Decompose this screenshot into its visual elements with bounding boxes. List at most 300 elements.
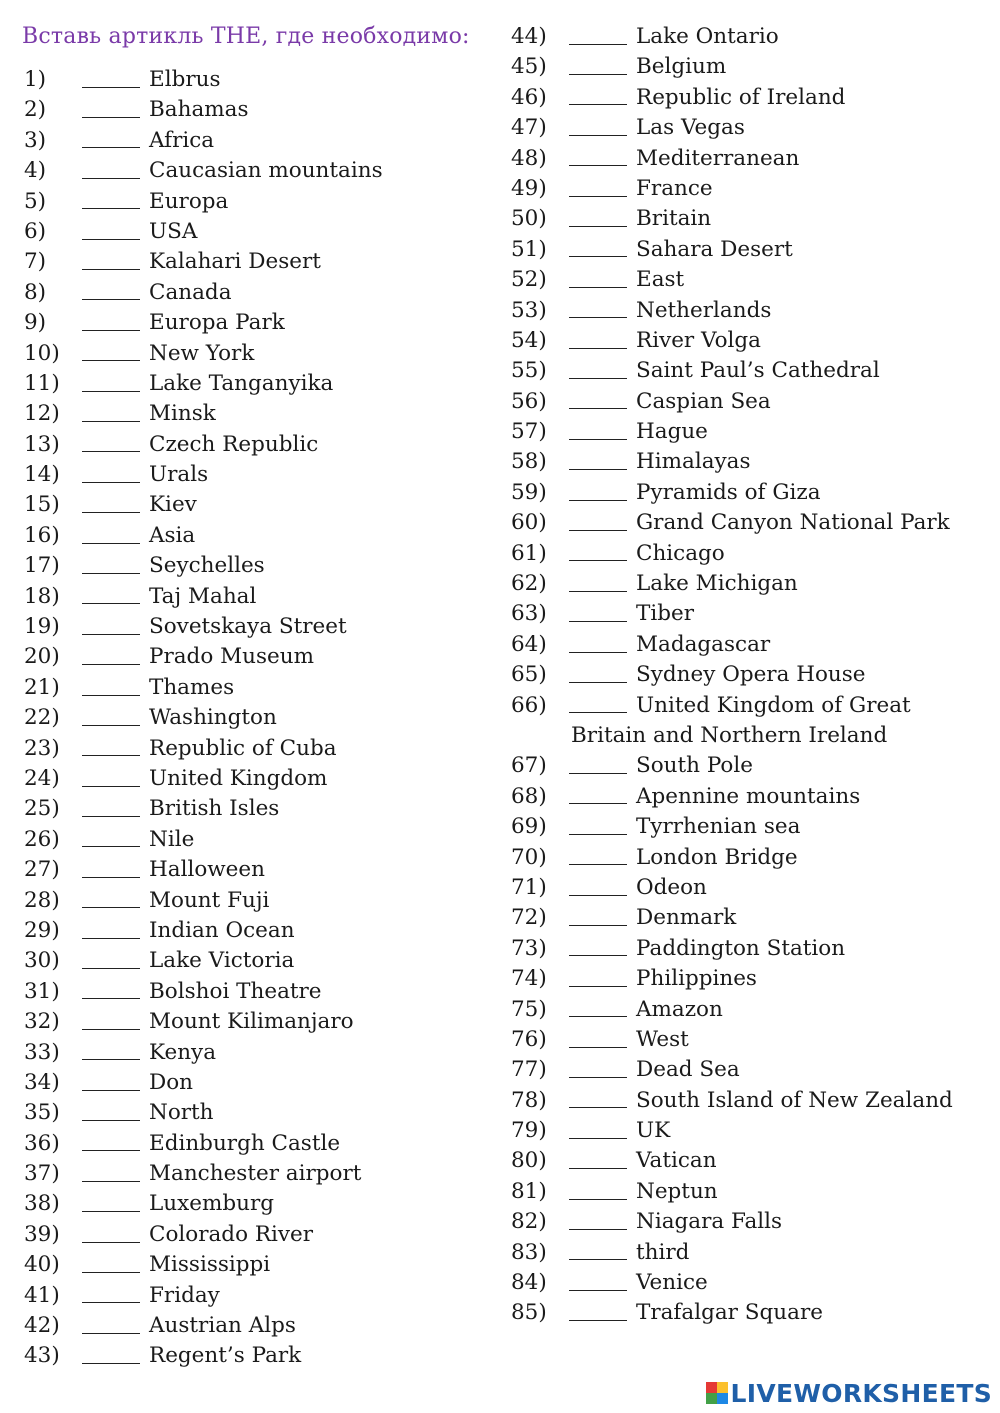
item-name: Tiber xyxy=(636,601,694,627)
list-item xyxy=(24,156,494,186)
item-number: 13) xyxy=(24,431,60,457)
answer-blank[interactable] xyxy=(82,523,140,544)
liveworksheets-logo[interactable] xyxy=(706,1378,992,1408)
item-number: 67) xyxy=(511,753,547,779)
item-number: 68) xyxy=(511,783,547,809)
item-number: 50) xyxy=(511,206,547,232)
list-item xyxy=(511,1238,991,1268)
list-item xyxy=(24,1341,494,1371)
answer-blank[interactable] xyxy=(569,662,627,683)
item-name: Bahamas xyxy=(149,97,249,123)
list-item xyxy=(24,642,494,672)
item-name: Saint Paul’s Cathedral xyxy=(636,358,880,384)
item-number: 77) xyxy=(511,1057,547,1083)
item-name: Luxemburg xyxy=(149,1191,275,1217)
item-number: 8) xyxy=(24,279,47,305)
item-name: Europa Park xyxy=(149,310,285,336)
list-item xyxy=(24,1129,494,1159)
list-item xyxy=(24,247,494,277)
item-name: Kenya xyxy=(149,1039,217,1065)
item-name: Nile xyxy=(149,826,195,852)
answer-blank[interactable] xyxy=(82,310,140,331)
item-name: Lake Tanganyika xyxy=(149,370,334,396)
answer-blank[interactable] xyxy=(82,735,140,756)
item-name: Belgium xyxy=(636,54,727,80)
item-number: 48) xyxy=(511,145,547,171)
item-name: USA xyxy=(149,218,198,244)
item-name: Africa xyxy=(149,127,215,153)
list-item xyxy=(24,1250,494,1280)
logo-text: LIVEWORKSHEETS xyxy=(730,1378,992,1408)
answer-blank[interactable] xyxy=(82,1070,140,1091)
item-name: Trafalgar Square xyxy=(636,1300,823,1326)
item-name: Taj Mahal xyxy=(149,583,257,609)
item-name: Philippines xyxy=(636,966,757,992)
item-number: 27) xyxy=(24,857,60,883)
answer-blank[interactable] xyxy=(569,905,627,926)
list-item xyxy=(24,582,494,612)
item-name: Lake Victoria xyxy=(149,948,295,974)
item-name: Czech Republic xyxy=(149,431,319,457)
item-name: River Volga xyxy=(636,327,762,353)
item-name: Urals xyxy=(149,462,209,488)
list-item xyxy=(24,886,494,916)
item-number: 24) xyxy=(24,765,60,791)
answer-blank[interactable] xyxy=(82,826,140,847)
answer-blank[interactable] xyxy=(569,115,627,136)
answer-blank[interactable] xyxy=(82,1039,140,1060)
item-name: Halloween xyxy=(149,857,265,883)
answer-blank[interactable] xyxy=(82,67,140,88)
answer-blank[interactable] xyxy=(569,328,627,349)
answer-blank[interactable] xyxy=(82,1191,140,1212)
item-name: Paddington Station xyxy=(636,935,846,961)
item-number: 15) xyxy=(24,492,60,518)
item-number: 71) xyxy=(511,874,547,900)
list-item xyxy=(24,1098,494,1128)
item-name: third xyxy=(636,1239,690,1265)
list-item xyxy=(24,399,494,429)
answer-blank[interactable] xyxy=(82,279,140,300)
item-number: 51) xyxy=(511,236,547,262)
list-item xyxy=(511,539,991,569)
answer-blank[interactable] xyxy=(569,267,627,288)
answer-blank[interactable] xyxy=(569,1209,627,1230)
list-item xyxy=(24,1311,494,1341)
left-column xyxy=(24,65,494,1372)
item-name: Republic of Cuba xyxy=(149,735,337,761)
item-number: 20) xyxy=(24,644,60,670)
answer-blank[interactable] xyxy=(82,553,140,574)
item-number: 73) xyxy=(511,935,547,961)
item-number: 61) xyxy=(511,540,547,566)
item-number: 76) xyxy=(511,1026,547,1052)
list-item xyxy=(511,174,991,204)
item-number: 69) xyxy=(511,814,547,840)
item-name: Sydney Opera House xyxy=(636,662,866,688)
item-name: Netherlands xyxy=(636,297,772,323)
item-number: 11) xyxy=(24,370,60,396)
list-item xyxy=(511,1268,991,1298)
list-item xyxy=(24,430,494,460)
list-item xyxy=(511,1146,991,1176)
item-number: 42) xyxy=(24,1313,60,1339)
list-item xyxy=(24,673,494,703)
list-item xyxy=(511,265,991,295)
list-item xyxy=(511,1055,991,1085)
item-number: 1) xyxy=(24,67,47,92)
item-name: Kiev xyxy=(149,492,197,518)
list-item xyxy=(24,977,494,1007)
item-name: Regent’s Park xyxy=(149,1343,302,1369)
item-number: 25) xyxy=(24,796,60,822)
item-number: 83) xyxy=(511,1239,547,1265)
item-name: East xyxy=(636,267,685,293)
item-name: North xyxy=(149,1100,214,1126)
item-number: 54) xyxy=(511,327,547,353)
item-number: 37) xyxy=(24,1161,60,1187)
liveworksheets-logo-icon xyxy=(706,1382,728,1404)
answer-blank[interactable] xyxy=(569,966,627,987)
item-name: Venice xyxy=(636,1270,708,1296)
answer-blank[interactable] xyxy=(569,24,627,45)
answer-blank[interactable] xyxy=(569,844,627,865)
answer-blank[interactable] xyxy=(569,632,627,653)
answer-blank[interactable] xyxy=(569,1087,627,1108)
list-item xyxy=(24,369,494,399)
item-name: Neptun xyxy=(636,1178,718,1204)
answer-blank[interactable] xyxy=(569,783,627,804)
list-item xyxy=(24,460,494,490)
answer-blank[interactable] xyxy=(569,236,627,257)
list-item xyxy=(511,782,991,812)
item-number: 82) xyxy=(511,1209,547,1235)
list-item xyxy=(24,1159,494,1189)
item-number: 78) xyxy=(511,1087,547,1113)
answer-blank[interactable] xyxy=(569,753,627,774)
item-name: Odeon xyxy=(636,874,707,900)
answer-blank[interactable] xyxy=(569,875,627,896)
list-item xyxy=(24,126,494,156)
answer-blank[interactable] xyxy=(82,644,140,665)
item-name: Grand Canyon National Park xyxy=(636,510,950,536)
list-item xyxy=(511,235,991,265)
answer-blank[interactable] xyxy=(569,1179,627,1200)
answer-blank[interactable] xyxy=(82,188,140,209)
item-number: 58) xyxy=(511,449,547,475)
item-number: 53) xyxy=(511,297,547,323)
answer-blank[interactable] xyxy=(82,705,140,726)
list-item xyxy=(511,569,991,599)
item-name: Mediterranean xyxy=(636,145,800,171)
list-item xyxy=(511,204,991,234)
answer-blank[interactable] xyxy=(82,158,140,179)
list-item xyxy=(24,612,494,642)
list-item xyxy=(24,217,494,247)
answer-blank[interactable] xyxy=(82,431,140,452)
list-item xyxy=(511,1116,991,1146)
item-number: 2) xyxy=(24,97,47,123)
item-name: Apennine mountains xyxy=(636,783,861,809)
item-name: Thames xyxy=(149,674,235,700)
answer-blank[interactable] xyxy=(82,948,140,969)
answer-blank[interactable] xyxy=(569,145,627,166)
list-item xyxy=(511,83,991,113)
list-item xyxy=(24,490,494,520)
answer-blank[interactable] xyxy=(569,1300,627,1321)
answer-blank[interactable] xyxy=(569,814,627,835)
item-number: 40) xyxy=(24,1252,60,1278)
item-number: 32) xyxy=(24,1009,60,1035)
answer-blank[interactable] xyxy=(82,401,140,422)
item-name: Republic of Ireland xyxy=(636,84,846,110)
answer-blank[interactable] xyxy=(569,1270,627,1291)
item-number: 56) xyxy=(511,388,547,414)
list-item xyxy=(511,508,991,538)
answer-blank[interactable] xyxy=(82,675,140,696)
answer-blank[interactable] xyxy=(82,249,140,270)
list-item xyxy=(511,995,991,1025)
item-number: 47) xyxy=(511,115,547,141)
item-number: 36) xyxy=(24,1130,60,1156)
list-item xyxy=(511,1086,991,1116)
answer-blank[interactable] xyxy=(569,176,627,197)
list-item xyxy=(511,1025,991,1055)
list-item xyxy=(511,599,991,629)
list-item xyxy=(511,22,991,52)
item-name: Asia xyxy=(149,522,196,548)
item-number: 59) xyxy=(511,479,547,505)
item-name: Las Vegas xyxy=(636,115,745,141)
answer-blank[interactable] xyxy=(569,540,627,561)
answer-blank[interactable] xyxy=(569,297,627,318)
answer-blank[interactable] xyxy=(569,1057,627,1078)
list-item xyxy=(511,630,991,660)
list-item xyxy=(24,703,494,733)
item-name: Don xyxy=(149,1069,194,1095)
item-name: Chicago xyxy=(636,540,725,566)
item-number: 34) xyxy=(24,1069,60,1095)
item-name: Colorado River xyxy=(149,1221,314,1247)
item-number: 31) xyxy=(24,978,60,1004)
item-name: Lake Michigan xyxy=(636,571,798,597)
item-name: British Isles xyxy=(149,796,280,822)
item-number: 26) xyxy=(24,826,60,852)
answer-blank[interactable] xyxy=(82,766,140,787)
item-name: Dead Sea xyxy=(636,1057,740,1083)
answer-blank[interactable] xyxy=(82,219,140,240)
answer-blank[interactable] xyxy=(569,388,627,409)
list-item xyxy=(24,825,494,855)
list-item xyxy=(24,65,494,95)
list-item xyxy=(511,812,991,842)
item-number: 18) xyxy=(24,583,60,609)
item-name: Lake Ontario xyxy=(636,24,779,49)
answer-blank[interactable] xyxy=(569,358,627,379)
item-name: Hague xyxy=(636,419,708,445)
item-number: 43) xyxy=(24,1343,60,1369)
item-name: Caucasian mountains xyxy=(149,158,383,184)
list-item xyxy=(24,1220,494,1250)
item-number: 57) xyxy=(511,419,547,445)
item-number: 75) xyxy=(511,996,547,1022)
answer-blank[interactable] xyxy=(569,510,627,531)
list-item xyxy=(511,356,991,386)
list-item xyxy=(24,339,494,369)
list-item xyxy=(511,873,991,903)
item-name: United Kingdom of Great xyxy=(636,692,911,718)
item-number: 29) xyxy=(24,917,60,943)
answer-blank[interactable] xyxy=(82,1161,140,1182)
item-name: UK xyxy=(636,1118,671,1144)
item-number: 70) xyxy=(511,844,547,870)
answer-blank[interactable] xyxy=(82,1222,140,1243)
item-name: Canada xyxy=(149,279,232,305)
answer-blank[interactable] xyxy=(569,206,627,227)
list-item xyxy=(24,946,494,976)
answer-blank[interactable] xyxy=(569,1239,627,1260)
item-name: South Island of New Zealand xyxy=(636,1087,953,1113)
item-name: Indian Ocean xyxy=(149,917,295,943)
item-name: Caspian Sea xyxy=(636,388,771,414)
list-item xyxy=(511,1177,991,1207)
item-name: Bolshoi Theatre xyxy=(149,978,322,1004)
item-number: 4) xyxy=(24,158,47,184)
list-item xyxy=(511,478,991,508)
answer-blank[interactable] xyxy=(569,1118,627,1139)
list-item xyxy=(24,1281,494,1311)
item-name: Himalayas xyxy=(636,449,751,475)
list-item xyxy=(24,187,494,217)
list-item xyxy=(511,387,991,417)
item-number: 38) xyxy=(24,1191,60,1217)
item-number: 28) xyxy=(24,887,60,913)
item-name: West xyxy=(636,1026,689,1052)
item-name: Denmark xyxy=(636,905,737,931)
item-number: 44) xyxy=(511,24,547,49)
item-name: Britain xyxy=(636,206,712,232)
answer-blank[interactable] xyxy=(82,1100,140,1121)
item-number: 7) xyxy=(24,249,47,275)
answer-blank[interactable] xyxy=(82,978,140,999)
answer-blank[interactable] xyxy=(569,54,627,75)
list-item xyxy=(24,95,494,125)
answer-blank[interactable] xyxy=(82,340,140,361)
item-name: Manchester airport xyxy=(149,1161,362,1187)
item-name: Elbrus xyxy=(149,67,221,92)
list-item xyxy=(511,843,991,873)
item-number: 85) xyxy=(511,1300,547,1326)
answer-blank[interactable] xyxy=(82,1282,140,1303)
answer-blank[interactable] xyxy=(569,692,627,713)
list-item xyxy=(24,1189,494,1219)
answer-blank[interactable] xyxy=(82,614,140,635)
list-item xyxy=(24,1068,494,1098)
item-number: 79) xyxy=(511,1118,547,1144)
item-name-continuation: Britain and Northern Ireland xyxy=(571,722,888,748)
answer-blank[interactable] xyxy=(82,1009,140,1030)
answer-blank[interactable] xyxy=(569,419,627,440)
item-number: 63) xyxy=(511,601,547,627)
answer-blank[interactable] xyxy=(569,996,627,1017)
answer-blank[interactable] xyxy=(82,1252,140,1273)
list-item xyxy=(511,751,991,781)
item-name: France xyxy=(636,175,713,201)
item-number: 55) xyxy=(511,358,547,384)
answer-blank[interactable] xyxy=(82,918,140,939)
answer-blank[interactable] xyxy=(569,449,627,470)
answer-blank[interactable] xyxy=(569,84,627,105)
answer-blank[interactable] xyxy=(82,1343,140,1364)
answer-blank[interactable] xyxy=(82,583,140,604)
answer-blank[interactable] xyxy=(82,97,140,118)
worksheet-title: Вставь артикль THE, где необходимо: xyxy=(22,24,470,49)
item-name: Niagara Falls xyxy=(636,1209,783,1235)
item-number: 84) xyxy=(511,1270,547,1296)
item-name: Mount Kilimanjaro xyxy=(149,1009,354,1035)
answer-blank[interactable] xyxy=(82,1130,140,1151)
answer-blank[interactable] xyxy=(82,462,140,483)
answer-blank[interactable] xyxy=(569,480,627,501)
item-number: 41) xyxy=(24,1282,60,1308)
answer-blank[interactable] xyxy=(569,1027,627,1048)
answer-blank[interactable] xyxy=(569,935,627,956)
answer-blank[interactable] xyxy=(569,571,627,592)
item-name: Sahara Desert xyxy=(636,236,793,262)
item-number: 6) xyxy=(24,218,47,244)
list-item xyxy=(511,447,991,477)
item-number: 49) xyxy=(511,175,547,201)
item-number: 65) xyxy=(511,662,547,688)
item-number: 62) xyxy=(511,571,547,597)
answer-blank[interactable] xyxy=(82,857,140,878)
item-number: 80) xyxy=(511,1148,547,1174)
answer-blank[interactable] xyxy=(82,371,140,392)
list-item xyxy=(24,1007,494,1037)
item-number: 39) xyxy=(24,1221,60,1247)
item-name: New York xyxy=(149,340,255,366)
item-number: 16) xyxy=(24,522,60,548)
item-name: Tyrrhenian sea xyxy=(636,814,801,840)
answer-blank[interactable] xyxy=(82,796,140,817)
answer-blank[interactable] xyxy=(569,1148,627,1169)
answer-blank[interactable] xyxy=(569,601,627,622)
item-name: Prado Museum xyxy=(149,644,314,670)
list-item xyxy=(24,794,494,824)
item-number: 66) xyxy=(511,692,547,718)
answer-blank[interactable] xyxy=(82,887,140,908)
item-name: Mount Fuji xyxy=(149,887,270,913)
right-column xyxy=(511,22,991,1329)
list-item xyxy=(511,326,991,356)
item-name: Friday xyxy=(149,1282,220,1308)
item-number: 33) xyxy=(24,1039,60,1065)
answer-blank[interactable] xyxy=(82,492,140,513)
answer-blank[interactable] xyxy=(82,1313,140,1334)
item-number: 81) xyxy=(511,1178,547,1204)
list-item xyxy=(24,551,494,581)
list-item xyxy=(24,308,494,338)
item-name: Vatican xyxy=(636,1148,717,1174)
list-item xyxy=(24,521,494,551)
item-number: 14) xyxy=(24,462,60,488)
list-item xyxy=(24,855,494,885)
list-item xyxy=(511,903,991,933)
item-name: Mississippi xyxy=(149,1252,271,1278)
item-number: 9) xyxy=(24,310,47,336)
answer-blank[interactable] xyxy=(82,127,140,148)
list-item xyxy=(24,1038,494,1068)
